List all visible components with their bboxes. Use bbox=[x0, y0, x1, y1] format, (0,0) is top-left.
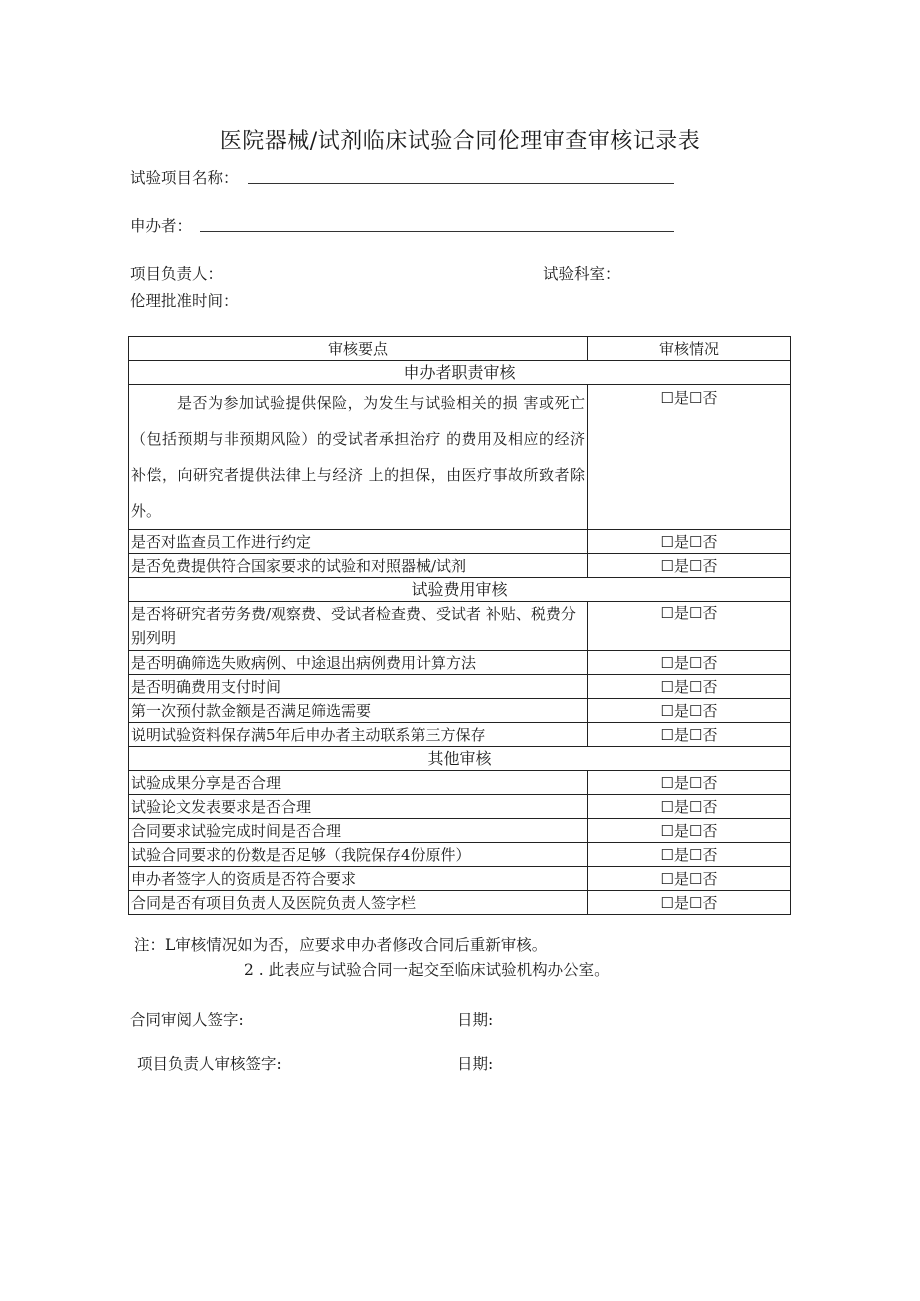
table-row bbox=[129, 723, 791, 747]
review-point: 试验论文发表要求是否合理 bbox=[129, 795, 588, 819]
status-checkbox[interactable]: ☐是☐否 bbox=[588, 843, 791, 867]
date-label-2: 日期: bbox=[457, 1055, 494, 1073]
table-row bbox=[129, 795, 791, 819]
review-point: 是否明确筛选失败病例、中途退出病例费用计算方法 bbox=[129, 651, 588, 675]
approval-time-label: 伦理批准时间： bbox=[130, 292, 239, 310]
review-point: 第一次预付款金额是否满足筛选需要 bbox=[129, 699, 588, 723]
sponsor-label: 申办者： bbox=[130, 217, 193, 235]
table-row bbox=[129, 699, 791, 723]
table-row bbox=[129, 651, 791, 675]
review-point: 合同是否有项目负责人及医院负责人签字栏 bbox=[129, 891, 588, 915]
status-checkbox[interactable]: ☐是☐否 bbox=[588, 530, 791, 554]
status-checkbox[interactable]: ☐是☐否 bbox=[588, 771, 791, 795]
section-title-other: 其他审核 bbox=[129, 747, 791, 771]
table-row bbox=[129, 867, 791, 891]
status-checkbox[interactable]: ☐是☐否 bbox=[588, 795, 791, 819]
table-row bbox=[129, 385, 791, 530]
pi-review-label: 项目负责人审核签字: bbox=[137, 1055, 282, 1073]
table-row bbox=[129, 891, 791, 915]
table-row bbox=[129, 530, 791, 554]
table-row bbox=[129, 819, 791, 843]
table-row bbox=[129, 554, 791, 578]
page-title: 医院器械/试剂临床试验合同伦理审查审核记录表 bbox=[219, 129, 701, 154]
review-point: 说明试验资料保存满5年后申办者主动联系第三方保存 bbox=[129, 723, 588, 747]
status-checkbox[interactable]: ☐是☐否 bbox=[588, 867, 791, 891]
status-checkbox[interactable]: ☐是☐否 bbox=[588, 891, 791, 915]
date-label-1: 日期: bbox=[457, 1011, 494, 1029]
project-name-line[interactable] bbox=[248, 183, 674, 184]
header-review-status: 审核情况 bbox=[588, 337, 791, 361]
table-row bbox=[129, 771, 791, 795]
review-point: 是否为参加试验提供保险，为发生与试验相关的损 害或死亡（包括预期与非预期风险）的受试者承担治疗 的费用及相应的经济补偿，向研究者提供法律上与经济 上的担保，由医疗事故所致者除外。 bbox=[131, 394, 585, 520]
status-checkbox[interactable]: ☐是☐否 bbox=[588, 723, 791, 747]
review-point: 合同要求试验完成时间是否合理 bbox=[129, 819, 588, 843]
note-1: 注：L审核情况如为否，应要求申办者修改合同后重新审核。 bbox=[134, 936, 548, 954]
contract-reviewer-label: 合同审阅人签字: bbox=[130, 1011, 244, 1029]
status-checkbox[interactable]: ☐是☐否 bbox=[588, 651, 791, 675]
status-checkbox[interactable]: ☐是☐否 bbox=[588, 675, 791, 699]
status-checkbox[interactable]: ☐是☐否 bbox=[588, 602, 791, 651]
section-title-cost: 试验费用审核 bbox=[129, 578, 791, 602]
review-point: 是否免费提供符合国家要求的试验和对照器械/试剂 bbox=[129, 554, 588, 578]
pi-label: 项目负责人： bbox=[130, 265, 224, 283]
review-point: 申办者签字人的资质是否符合要求 bbox=[129, 867, 588, 891]
status-checkbox[interactable]: ☐是☐否 bbox=[588, 819, 791, 843]
table-row bbox=[129, 843, 791, 867]
header-review-point: 审核要点 bbox=[129, 337, 588, 361]
sponsor-line[interactable] bbox=[200, 231, 674, 232]
status-checkbox[interactable]: ☐是☐否 bbox=[588, 385, 791, 530]
department-label: 试验科室： bbox=[543, 265, 621, 283]
table-row bbox=[129, 675, 791, 699]
status-checkbox[interactable]: ☐是☐否 bbox=[588, 699, 791, 723]
review-point: 试验成果分享是否合理 bbox=[129, 771, 588, 795]
review-point: 是否将研究者劳务费/观察费、受试者检查费、受试者 补贴、税费分别列明 bbox=[129, 602, 588, 651]
review-point: 是否明确费用支付时间 bbox=[129, 675, 588, 699]
review-point: 试验合同要求的份数是否足够（我院保存4份原件） bbox=[129, 843, 588, 867]
note-2: 2 . 此表应与试验合同一起交至临床试验机构办公室。 bbox=[244, 961, 610, 979]
project-name-label: 试验项目名称： bbox=[130, 169, 239, 187]
review-table bbox=[128, 336, 791, 915]
status-checkbox[interactable]: ☐是☐否 bbox=[588, 554, 791, 578]
review-point: 是否对监查员工作进行约定 bbox=[129, 530, 588, 554]
table-row bbox=[129, 602, 791, 651]
section-title-sponsor: 申办者职责审核 bbox=[129, 361, 791, 385]
